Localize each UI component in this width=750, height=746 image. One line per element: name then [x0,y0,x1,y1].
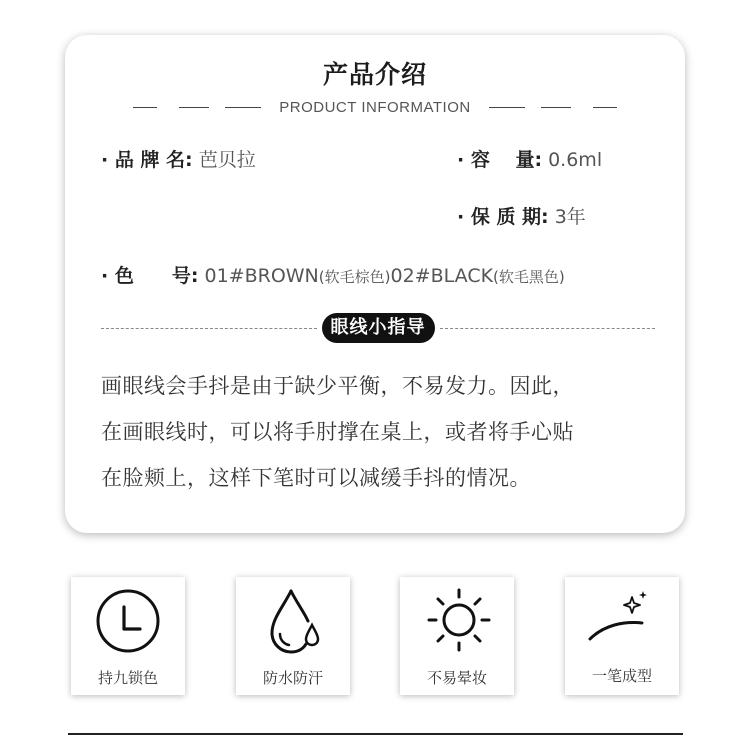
spec-color-label: · 色 号: [101,265,199,287]
guide-line: 在画眼线时，可以将手肘撑在桌上，或者将手心贴 [101,420,574,444]
spec-shelf-life-value: 3年 [554,206,586,228]
feature-waterproof [236,577,350,695]
eyeliner-stroke-icon [582,581,662,661]
spec-brand [101,145,256,172]
divider [179,107,209,108]
divider [489,107,525,108]
product-info-card [65,35,685,533]
spec-color-value-1: 01#BROWN [204,265,319,287]
spec-color-value-2: 02#BLACK [390,265,494,287]
dashed-line [101,328,317,329]
water-drop-icon [253,581,333,661]
clock-icon [88,581,168,661]
guide-line: 在脸颊上，这样下笔时可以减缓手抖的情况。 [101,466,531,490]
spec-shelf-life [457,202,586,229]
spec-brand-value: 芭贝拉 [198,149,256,171]
feature-long-lasting [71,577,185,695]
spec-capacity [457,145,602,172]
feature-label: 不易晕妆 [426,669,487,687]
subtitle-row [115,97,635,117]
section-subtitle: PRODUCT INFORMATION [279,98,471,116]
feature-one-stroke [565,577,679,695]
spec-color [101,261,565,288]
spec-shelf-life-label: · 保 质 期: [457,206,549,228]
guide-text [101,363,661,501]
spec-color-note-2: (软毛黑色) [493,268,565,286]
guide-title: 眼线小指导 [322,313,435,343]
spec-color-note-1: (软毛棕色) [318,268,391,286]
feature-label: 持九锁色 [97,669,158,687]
feature-label: 一笔成型 [591,667,652,685]
section-title: 产品介绍 [322,60,427,89]
divider [541,107,571,108]
bottom-divider [68,733,683,735]
feature-label: 防水防汗 [262,669,323,687]
spec-capacity-value: 0.6ml [548,149,603,171]
divider [225,107,261,108]
dashed-line [440,328,656,329]
guide-line: 画眼线会手抖是由于缺少平衡，不易发力。因此， [101,374,574,398]
divider [593,107,617,108]
divider [133,107,157,108]
sun-icon [417,581,497,661]
spec-brand-label: · 品 牌 名: [101,149,193,171]
feature-smudge-proof [400,577,514,695]
spec-capacity-label: · 容 量: [457,149,543,171]
guide-divider [101,312,655,344]
